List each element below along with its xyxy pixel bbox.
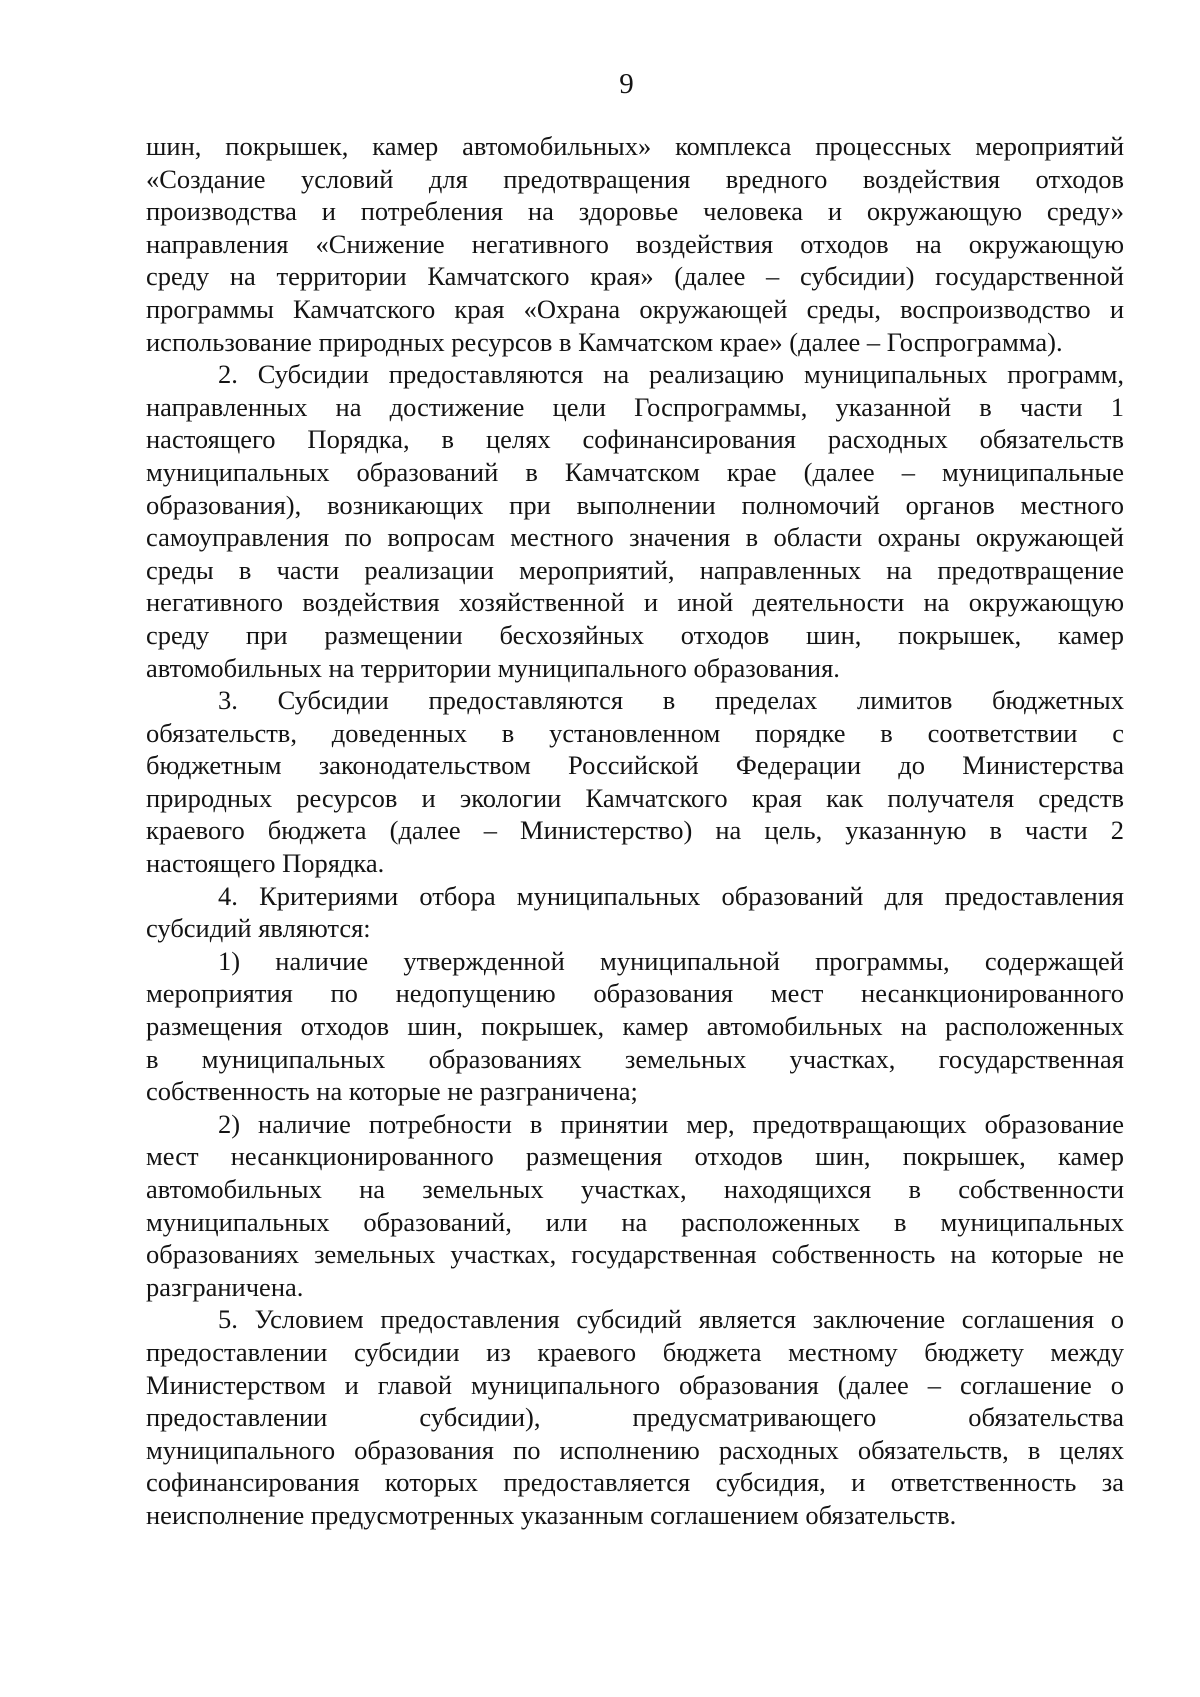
text-line: в муниципальных образованиях земельных участках, государственная (146, 1043, 1124, 1074)
text-line: программы Камчатского края «Охрана окружающей среды, воспроизводство и (146, 293, 1124, 324)
document-body (146, 130, 1124, 1532)
text-line: настоящего Порядка. (146, 848, 385, 879)
text-line: бюджетным законодательством Российской Федерации до Министерства (146, 750, 1124, 781)
text-line: обязательств, доведенных в установленном порядке в соответствии с (146, 717, 1124, 748)
text-line: предоставлении субсидии), предусматривающего обязательства (146, 1402, 1124, 1433)
text-line: 3. Субсидии предоставляются в пределах лимитов бюджетных (218, 685, 1124, 716)
text-line: мест несанкционированного размещения отходов шин, покрышек, камер (146, 1141, 1124, 1172)
text-line: муниципального образования по исполнению расходных обязательств, в целях (146, 1434, 1124, 1465)
text-line: самоуправления по вопросам местного значения в области охраны окружающей (146, 522, 1124, 553)
text-line: софинансирования которых предоставляется субсидия, и ответственность за (146, 1467, 1124, 1498)
text-line: «Создание условий для предотвращения вредного воздействия отходов (146, 163, 1124, 194)
text-line: 2. Субсидии предоставляются на реализацию муниципальных программ, (218, 359, 1124, 390)
text-line: шин, покрышек, камер автомобильных» комплекса процессных мероприятий (146, 131, 1124, 161)
text-line: Министерством и главой муниципального образования (далее – соглашение о (146, 1369, 1124, 1400)
text-line: среду на территории Камчатского края» (далее – субсидии) государственной (146, 261, 1124, 292)
text-line: муниципальных образований, или на расположенных в муниципальных (146, 1206, 1124, 1237)
text-line: направления «Снижение негативного воздействия отходов на окружающую (146, 228, 1124, 259)
text-line: автомобильных на земельных участках, находящихся в собственности (146, 1174, 1124, 1204)
text-line: использование природных ресурсов в Камчатском крае» (далее – Госпрограмма). (146, 326, 1063, 357)
text-line: размещения отходов шин, покрышек, камер автомобильных на расположенных (146, 1011, 1124, 1042)
text-line: образованиях земельных участках, государственная собственность на которые не (146, 1239, 1124, 1270)
text-line: 2) наличие потребности в принятии мер, предотвращающих образование (218, 1108, 1124, 1139)
text-line: мероприятия по недопущению образования мест несанкционированного (146, 978, 1124, 1009)
text-line: негативного воздействия хозяйственной и иной деятельности на окружающую (146, 587, 1124, 618)
text-line: направленных на достижение цели Госпрограммы, указанной в части 1 (146, 391, 1124, 422)
page-number: 9 (619, 68, 634, 100)
text-line: настоящего Порядка, в целях софинансирования расходных обязательств (146, 424, 1124, 455)
text-line: среды в части реализации мероприятий, направленных на предотвращение (146, 554, 1124, 585)
text-line: 4. Критериями отбора муниципальных образований для предоставления (218, 880, 1124, 911)
text-line: среду при размещении бесхозяйных отходов шин, покрышек, камер (146, 619, 1124, 650)
text-line: субсидий являются: (146, 913, 371, 944)
text-line: образования), возникающих при выполнении полномочий органов местного (146, 489, 1124, 520)
text-line: природных ресурсов и экологии Камчатского края как получателя средств (146, 782, 1124, 813)
text-line: разграничена. (146, 1271, 304, 1302)
text-line: производства и потребления на здоровье человека и окружающую среду» (146, 196, 1124, 227)
text-line: 1) наличие утвержденной муниципальной программы, содержащей (218, 945, 1124, 976)
text-line: неисполнение предусмотренных указанным соглашением обязательств. (146, 1499, 957, 1530)
text-line: 5. Условием предоставления субсидий является заключение соглашения о (218, 1304, 1124, 1335)
text-line: собственность на которые не разграничена; (146, 1076, 638, 1107)
text-line: краевого бюджета (далее – Министерство) на цель, указанную в части 2 (146, 815, 1124, 846)
text-line: предоставлении субсидии из краевого бюджета местному бюджету между (146, 1336, 1124, 1367)
text-line: автомобильных на территории муниципального образования. (146, 652, 840, 683)
text-line: муниципальных образований в Камчатском крае (далее – муниципальные (146, 456, 1124, 487)
